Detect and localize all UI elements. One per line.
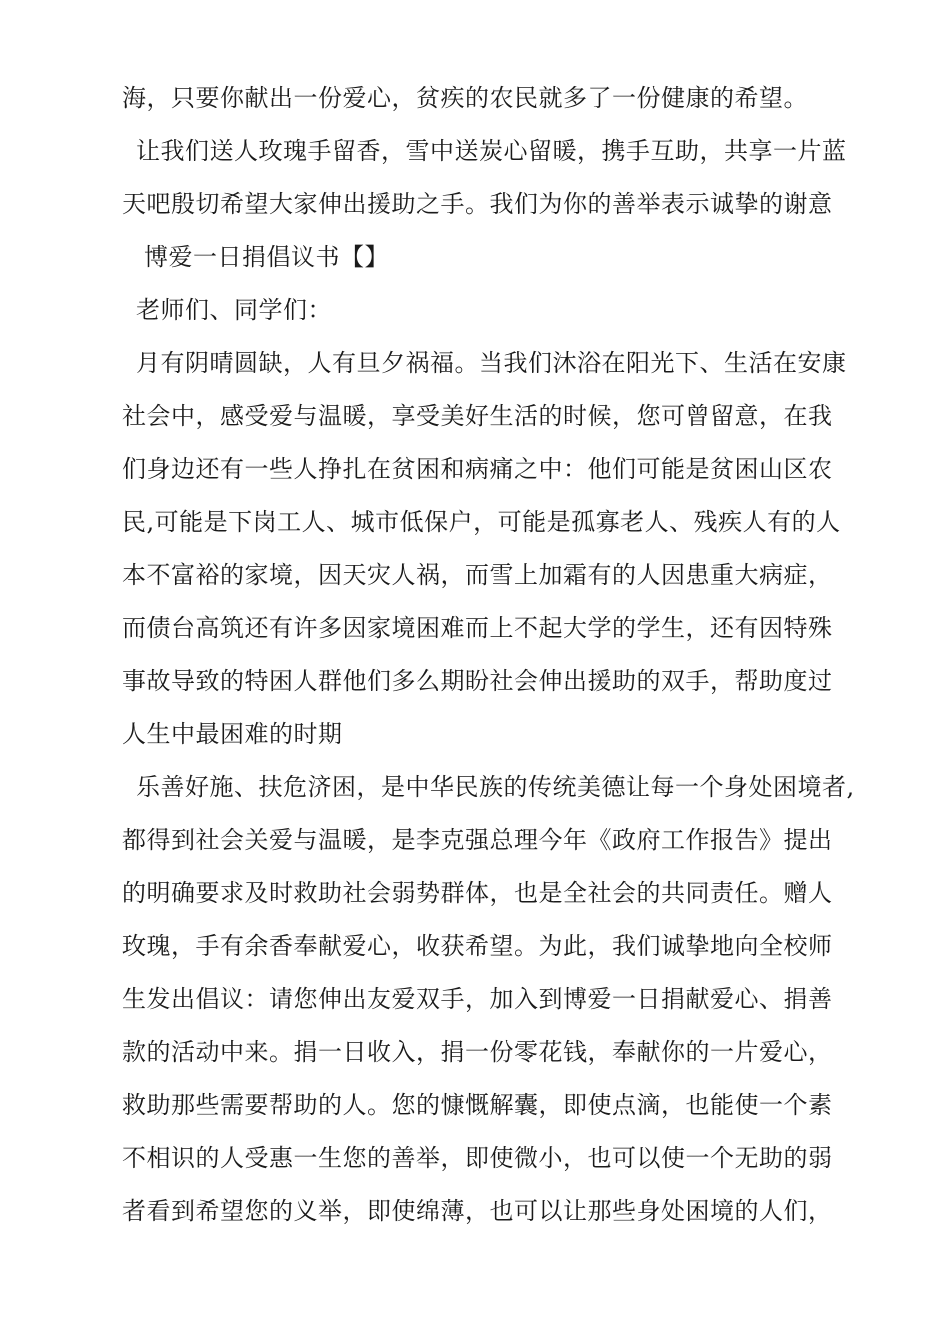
paragraph-line: 民,可能是下岗工人、城市低保户，可能是孤寡老人、残疾人有的人 <box>122 508 841 536</box>
paragraph-line: 月有阴晴圆缺，人有旦夕祸福。当我们沐浴在阳光下、生活在安康 <box>136 349 847 377</box>
paragraph-line: 让我们送人玫瑰手留香，雪中送炭心留暖，携手互助，共享一片蓝 <box>136 137 847 165</box>
paragraph-line: 乐善好施、扶危济困，是中华民族的传统美德让每一个身处困境者, <box>136 773 855 801</box>
paragraph-line: 人生中最困难的时期 <box>122 720 343 748</box>
paragraph-line: 款的活动中来。捐一日收入，捐一份零花钱，奉献你的一片爱心， <box>122 1038 833 1066</box>
paragraph-line: 救助那些需要帮助的人。您的慷慨解囊，即使点滴，也能使一个素 <box>122 1091 833 1119</box>
paragraph-line: 的明确要求及时救助社会弱势群体，也是全社会的共同责任。赠人 <box>122 879 833 907</box>
paragraph-line: 者看到希望您的义举，即使绵薄，也可以让那些身处困境的人们， <box>122 1197 833 1225</box>
paragraph-line: 社会中，感受爱与温暖，享受美好生活的时候，您可曾留意，在我 <box>122 402 833 430</box>
salutation: 老师们、同学们： <box>136 296 332 324</box>
section-title: 博爱一日捐倡议书【】 <box>144 243 389 271</box>
paragraph-line: 们身边还有一些人挣扎在贫困和病痛之中：他们可能是贫困山区农 <box>122 455 833 483</box>
paragraph-line: 生发出倡议：请您伸出友爱双手，加入到博爱一日捐献爱心、捐善 <box>122 985 833 1013</box>
paragraph-line: 而债台高筑还有许多因家境困难而上不起大学的学生，还有因特殊 <box>122 614 833 642</box>
paragraph-line: 海，只要你献出一份爱心，贫疾的农民就多了一份健康的希望。 <box>122 84 808 112</box>
paragraph-line: 天吧殷切希望大家伸出援助之手。我们为你的善举表示诚挚的谢意 <box>122 190 833 218</box>
paragraph-line: 玫瑰，手有余香奉献爱心，收获希望。为此，我们诚挚地向全校师 <box>122 932 833 960</box>
paragraph-line: 都得到社会关爱与温暖，是李克强总理今年《政府工作报告》提出 <box>122 826 833 854</box>
paragraph-line: 事故导致的特困人群他们多么期盼社会伸出援助的双手，帮助度过 <box>122 667 833 695</box>
paragraph-line: 不相识的人受惠一生您的善举，即使微小，也可以使一个无助的弱 <box>122 1144 833 1172</box>
paragraph-line: 本不富裕的家境，因天灾人祸，而雪上加霜有的人因患重大病症， <box>122 561 833 589</box>
